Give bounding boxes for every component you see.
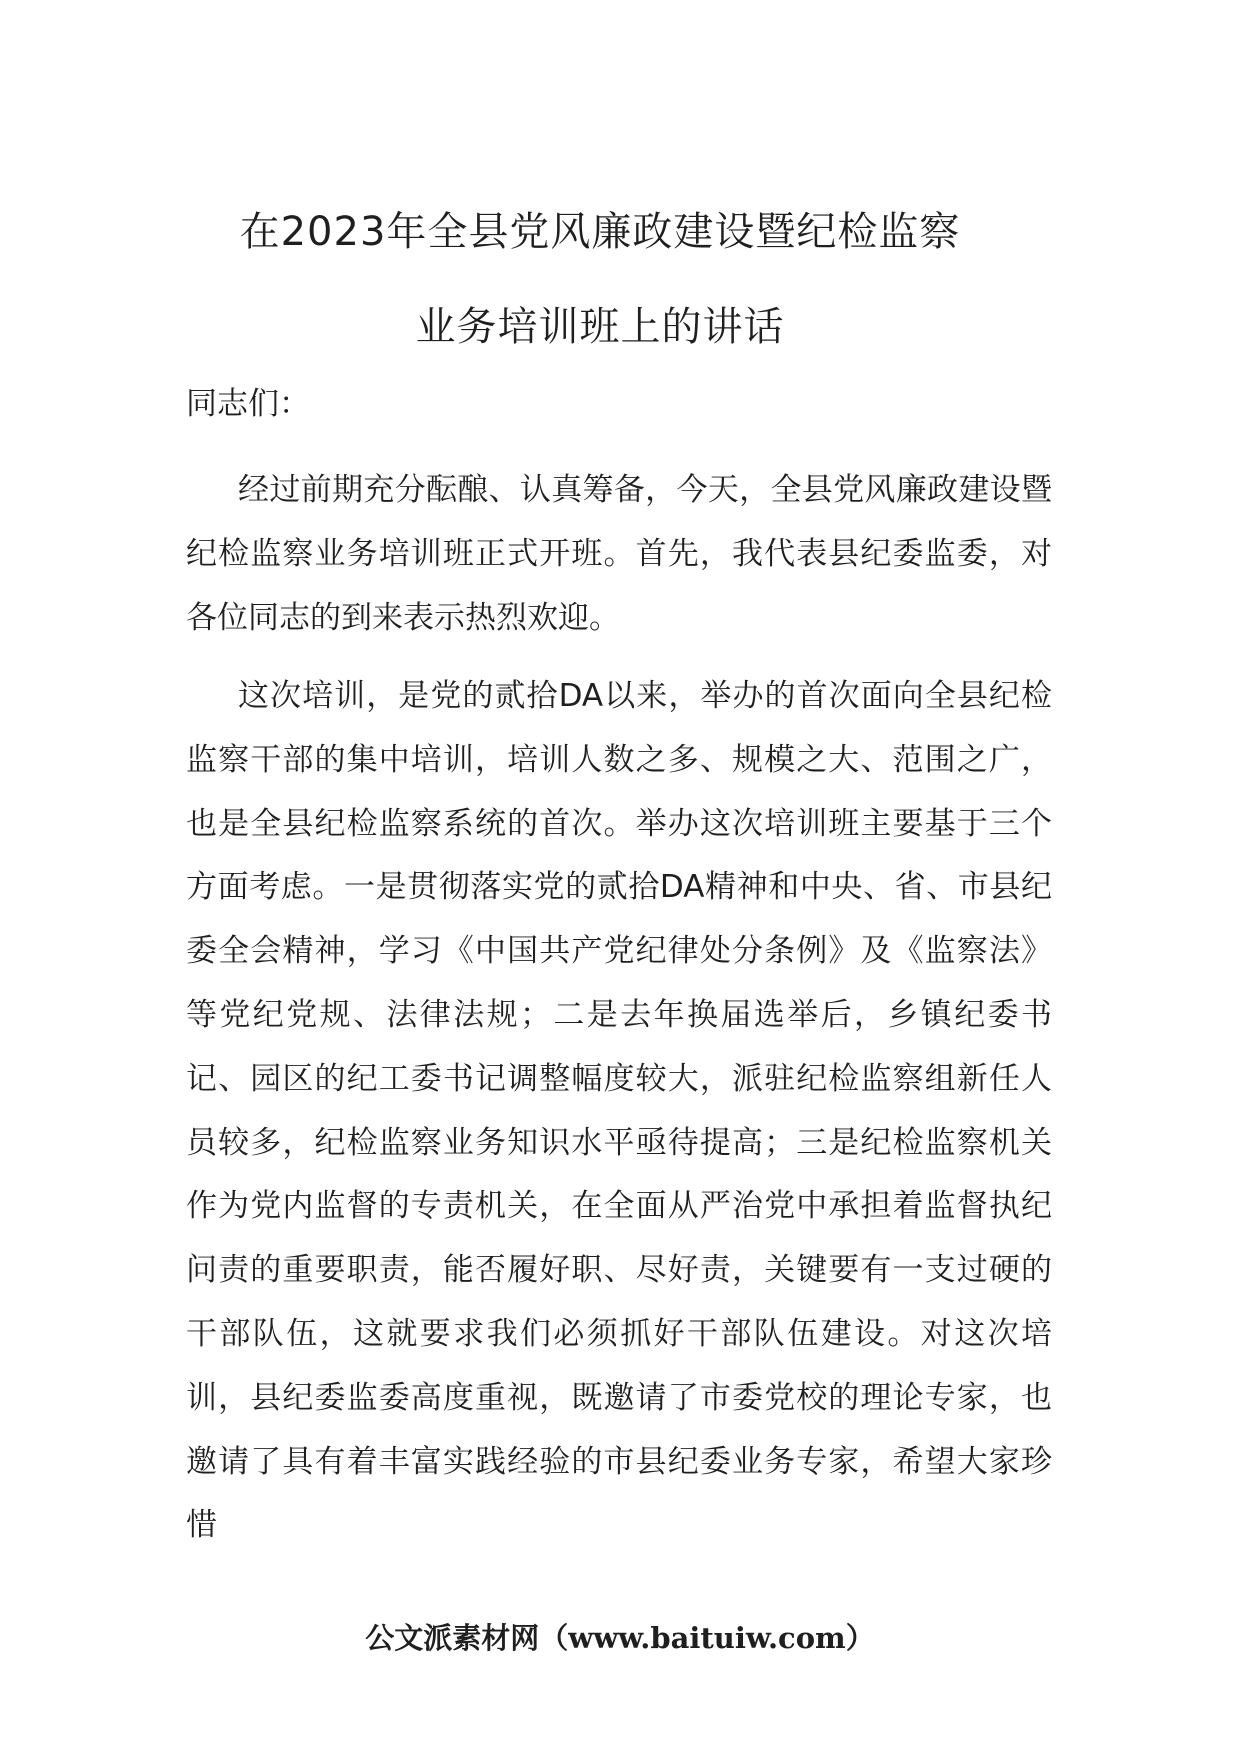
footer-watermark: 公文派素材网（www.baituiw.com）	[365, 1621, 875, 1655]
paragraph-1: 经过前期充分酝酿、认真筹备，今天，全县党风廉政建设暨纪检监察业务培训班正式开班。首先，我代表县纪委监委，对各位同志的到来表示热烈欢迎。	[186, 472, 1052, 636]
document-title-line-2: 业务培训班上的讲话	[415, 304, 785, 350]
paragraph-2: 这次培训，是党的贰拾DA以来，举办的首次面向全县纪检监察干部的集中培训，培训人数之多、规模之大、范围之广，也是全县纪检监察系统的首次。举办这次培训班主要基于三个方面考虑。一是贯彻落实党的贰拾DA精神和中央、省、市县纪委全会精神，学习《中国共产党纪律处分条例》及《监察法》等党纪党规、法律法规；二是去年换届选举后，乡镇纪委书记、园区的纪工委书记调整幅度较大，派驻纪检监察组新任人员较多，纪检监察业务知识水平亟待提高；三是纪检监察机关作为党内监督的专责机关，在全面从严治党中承担着监督执纪问责的重要职责，能否履好职、尽好责，关键要有一支过硬的干部队伍，这就要求我们必须抓好干部队伍建设。对这次培训，县纪委监委高度重视，既邀请了市委党校的理论专家，也邀请了具有着丰富实践经验的市县纪委业务专家，希望大家珍惜	[186, 678, 1052, 1544]
document-title-line-1: 在2023年全县党风廉政建设暨纪检监察	[239, 209, 961, 255]
salutation: 同志们：	[186, 386, 310, 422]
